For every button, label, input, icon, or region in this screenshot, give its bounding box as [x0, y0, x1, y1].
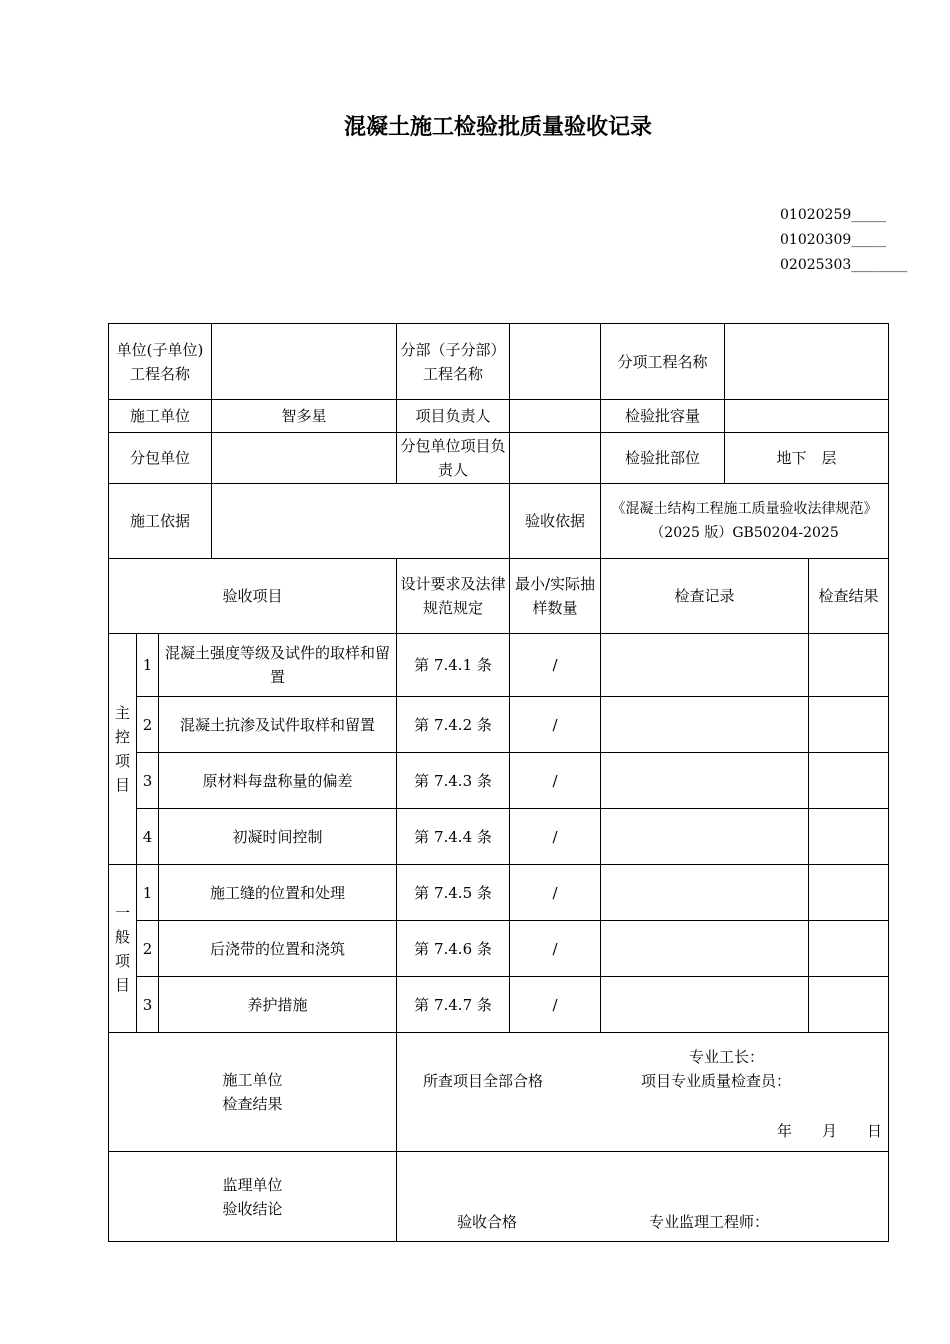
column-result: 检查结果: [809, 559, 889, 634]
supervision-label: 监理单位 验收结论: [109, 1152, 397, 1242]
basis-label: 施工依据: [109, 484, 212, 559]
pm-label: 项目负责人: [397, 400, 510, 433]
item-name: 养护措施: [159, 977, 397, 1033]
batch-codes: [780, 203, 907, 278]
item-name: 混凝土抗渗及试件取样和留置: [159, 697, 397, 753]
item-number: 1: [137, 634, 159, 697]
item-number: 2: [137, 697, 159, 753]
item-name: 原材料每盘称量的偏差: [159, 753, 397, 809]
item-result[interactable]: [809, 634, 889, 697]
subitem-value[interactable]: [725, 324, 889, 400]
item-result[interactable]: [809, 921, 889, 977]
item-result[interactable]: [809, 753, 889, 809]
supervision-result: 验收合格: [457, 1213, 518, 1231]
item-clause: 第 7.4.3 条: [397, 753, 510, 809]
item-clause: 第 7.4.5 条: [397, 865, 510, 921]
item-record[interactable]: [601, 634, 809, 697]
inspector-signature-label: 项目专业质量检查员：: [641, 1072, 792, 1090]
item-sample: /: [510, 921, 601, 977]
inspection-record-table: [108, 323, 889, 1242]
sub-pm-value[interactable]: [510, 433, 601, 484]
item-clause: 第 7.4.2 条: [397, 697, 510, 753]
item-clause: 第 7.4.6 条: [397, 921, 510, 977]
item-result[interactable]: [809, 697, 889, 753]
item-name: 初凝时间控制: [159, 809, 397, 865]
column-item: 验收项目: [109, 559, 397, 634]
batch-code: 01020309_____: [780, 232, 887, 248]
construction-check-label: 施工单位 检查结果: [109, 1033, 397, 1152]
supervision-cell: [397, 1152, 889, 1242]
acceptance-basis-value: [601, 484, 889, 559]
item-record[interactable]: [601, 809, 809, 865]
subcontractor-label: 分包单位: [109, 433, 212, 484]
sub-pm-label: 分包单位项目负责人: [397, 433, 510, 484]
subcontractor-value[interactable]: [212, 433, 397, 484]
basis-value[interactable]: [212, 484, 510, 559]
item-number: 2: [137, 921, 159, 977]
pm-value[interactable]: [510, 400, 601, 433]
item-record[interactable]: [601, 697, 809, 753]
location-label: 检验批部位: [601, 433, 725, 484]
location-value[interactable]: 地下 层: [725, 433, 889, 484]
capacity-value[interactable]: [725, 400, 889, 433]
item-name: 后浇带的位置和浇筑: [159, 921, 397, 977]
contractor-value[interactable]: 智多星: [212, 400, 397, 433]
item-clause: 第 7.4.1 条: [397, 634, 510, 697]
item-record[interactable]: [601, 865, 809, 921]
general-group-label: 一 般 项 目: [109, 865, 137, 1033]
item-sample: /: [510, 865, 601, 921]
item-record[interactable]: [601, 977, 809, 1033]
division-label: 分部（子分部）工程名称: [397, 324, 510, 400]
contractor-label: 施工单位: [109, 400, 212, 433]
item-result[interactable]: [809, 977, 889, 1033]
item-number: 3: [137, 977, 159, 1033]
construction-check-result: 所查项目全部合格: [423, 1072, 544, 1090]
check-date: 年 月 日: [777, 1122, 883, 1140]
main-control-group-label: 主 控 项 目: [109, 634, 137, 865]
unit-value[interactable]: [212, 324, 397, 400]
column-record: 检查记录: [601, 559, 809, 634]
supervision-engineer-label: 专业监理工程师：: [649, 1213, 770, 1231]
foreman-signature-label: 专业工长：: [689, 1048, 765, 1066]
item-sample: /: [510, 753, 601, 809]
item-sample: /: [510, 634, 601, 697]
item-clause: 第 7.4.7 条: [397, 977, 510, 1033]
item-sample: /: [510, 977, 601, 1033]
capacity-label: 检验批容量: [601, 400, 725, 433]
item-name: 混凝土强度等级及试件的取样和留置: [159, 634, 397, 697]
acceptance-standard-code: （2025 版）GB50204-2025: [650, 525, 839, 541]
acceptance-standard-name: 《混凝土结构工程施工质量验收法律规范》: [611, 501, 878, 517]
batch-code: 02025303________: [780, 257, 908, 273]
unit-label: 单位(子单位)工程名称: [109, 324, 212, 400]
item-number: 4: [137, 809, 159, 865]
item-name: 施工缝的位置和处理: [159, 865, 397, 921]
batch-code: 01020259_____: [780, 207, 887, 223]
column-design: 设计要求及法律规范规定: [397, 559, 510, 634]
construction-check-cell: [397, 1033, 889, 1152]
item-number: 1: [137, 865, 159, 921]
item-result[interactable]: [809, 865, 889, 921]
subitem-label: 分项工程名称: [601, 324, 725, 400]
item-record[interactable]: [601, 921, 809, 977]
page-title: 混凝土施工检验批质量验收记录: [343, 114, 652, 140]
item-number: 3: [137, 753, 159, 809]
item-clause: 第 7.4.4 条: [397, 809, 510, 865]
acceptance-basis-label: 验收依据: [510, 484, 601, 559]
item-sample: /: [510, 809, 601, 865]
item-record[interactable]: [601, 753, 809, 809]
division-value[interactable]: [510, 324, 601, 400]
item-sample: /: [510, 697, 601, 753]
item-result[interactable]: [809, 809, 889, 865]
column-sample: 最小/实际抽样数量: [510, 559, 601, 634]
